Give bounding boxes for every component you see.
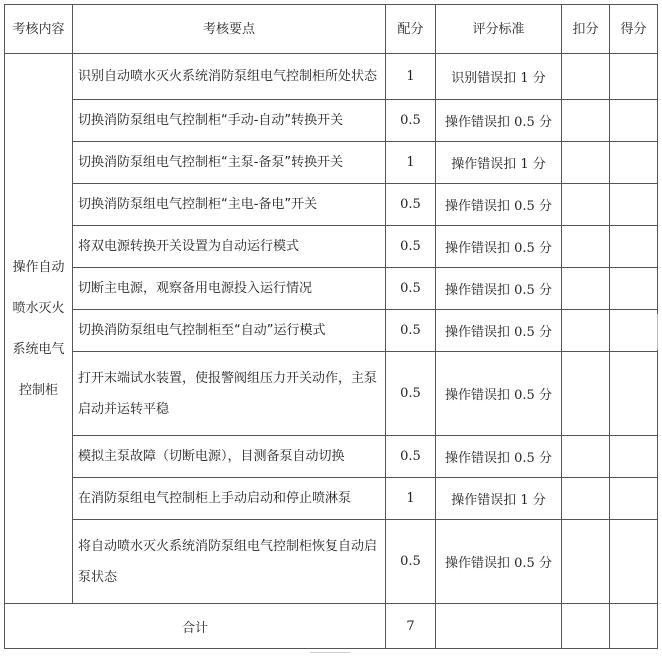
score-cell: 0.5 [386, 226, 436, 268]
header-deduct: 扣分 [562, 5, 610, 54]
deduct-cell [562, 54, 610, 100]
header-points: 考核要点 [73, 5, 386, 54]
deduct-cell [562, 226, 610, 268]
edge-mark [657, 314, 662, 350]
standard-cell: 操作错误扣 0.5 分 [436, 268, 562, 310]
earned-cell [610, 226, 658, 268]
deduct-cell [562, 352, 610, 436]
standard-cell: 识别错误扣 1 分 [436, 54, 562, 100]
earned-cell [610, 184, 658, 226]
score-cell: 1 [386, 142, 436, 184]
total-earned-cell [610, 604, 658, 649]
score-cell: 0.5 [386, 352, 436, 436]
earned-cell [610, 142, 658, 184]
score-cell: 0.5 [386, 520, 436, 604]
point-cell: 切换消防泵组电气控制柜“手动-自动”转换开关 [73, 100, 386, 142]
point-cell: 切换消防泵组电气控制柜“主泵-备泵”转换开关 [73, 142, 386, 184]
score-cell: 1 [386, 478, 436, 520]
table-row [5, 520, 658, 604]
table-row [5, 352, 658, 436]
header-content: 考核内容 [5, 5, 73, 54]
point-cell: 切断主电源，观察备用电源投入运行情况 [73, 268, 386, 310]
standard-cell: 操作错误扣 0.5 分 [436, 352, 562, 436]
total-deduct-cell [562, 604, 610, 649]
header-score: 配分 [386, 5, 436, 54]
content-cell: 操作自动喷水灭火系统电气控制柜 [5, 54, 73, 604]
point-cell: 识别自动喷水灭火系统消防泵组电气控制柜所处状态 [73, 54, 386, 100]
standard-cell: 操作错误扣 0.5 分 [436, 310, 562, 352]
standard-cell: 操作错误扣 0.5 分 [436, 520, 562, 604]
point-cell: 打开末端试水装置，使报警阀组压力开关动作，主泵启动并运转平稳 [73, 352, 386, 436]
standard-cell: 操作错误扣 0.5 分 [436, 100, 562, 142]
standard-cell: 操作错误扣 1 分 [436, 142, 562, 184]
earned-cell [610, 352, 658, 436]
table-row [5, 310, 658, 352]
earned-cell [610, 478, 658, 520]
header-standard: 评分标准 [436, 5, 562, 54]
header-row [5, 5, 658, 54]
bottom-mark [310, 652, 350, 657]
total-standard-cell [436, 604, 562, 649]
point-cell: 在消防泵组电气控制柜上手动启动和停止喷淋泵 [73, 478, 386, 520]
earned-cell [610, 436, 658, 478]
score-cell: 0.5 [386, 310, 436, 352]
deduct-cell [562, 310, 610, 352]
deduct-cell [562, 520, 610, 604]
table-row [5, 268, 658, 310]
standard-cell: 操作错误扣 1 分 [436, 478, 562, 520]
earned-cell [610, 310, 658, 352]
earned-cell [610, 54, 658, 100]
total-row [5, 604, 658, 649]
earned-cell [610, 520, 658, 604]
table-row [5, 226, 658, 268]
score-cell: 0.5 [386, 184, 436, 226]
table-row [5, 54, 658, 100]
table-row [5, 436, 658, 478]
header-earned: 得分 [610, 5, 658, 54]
deduct-cell [562, 478, 610, 520]
score-cell: 0.5 [386, 268, 436, 310]
score-cell: 1 [386, 54, 436, 100]
point-cell: 将双电源转换开关设置为自动运行模式 [73, 226, 386, 268]
earned-cell [610, 100, 658, 142]
assessment-table [4, 4, 658, 649]
deduct-cell [562, 100, 610, 142]
point-cell: 将自动喷水灭火系统消防泵组电气控制柜恢复自动启泵状态 [73, 520, 386, 604]
deduct-cell [562, 436, 610, 478]
standard-cell: 操作错误扣 0.5 分 [436, 226, 562, 268]
standard-cell: 操作错误扣 0.5 分 [436, 436, 562, 478]
deduct-cell [562, 142, 610, 184]
score-cell: 0.5 [386, 436, 436, 478]
point-cell: 切换消防泵组电气控制柜至“自动”运行模式 [73, 310, 386, 352]
point-cell: 切换消防泵组电气控制柜“主电-备电”开关 [73, 184, 386, 226]
deduct-cell [562, 184, 610, 226]
earned-cell [610, 268, 658, 310]
table-row [5, 142, 658, 184]
deduct-cell [562, 268, 610, 310]
table-row [5, 184, 658, 226]
score-cell: 0.5 [386, 100, 436, 142]
table-row [5, 100, 658, 142]
total-label: 合计 [5, 604, 386, 649]
table-row [5, 478, 658, 520]
point-cell: 模拟主泵故障（切断电源），目测备泵自动切换 [73, 436, 386, 478]
standard-cell: 操作错误扣 0.5 分 [436, 184, 562, 226]
total-score: 7 [386, 604, 436, 649]
